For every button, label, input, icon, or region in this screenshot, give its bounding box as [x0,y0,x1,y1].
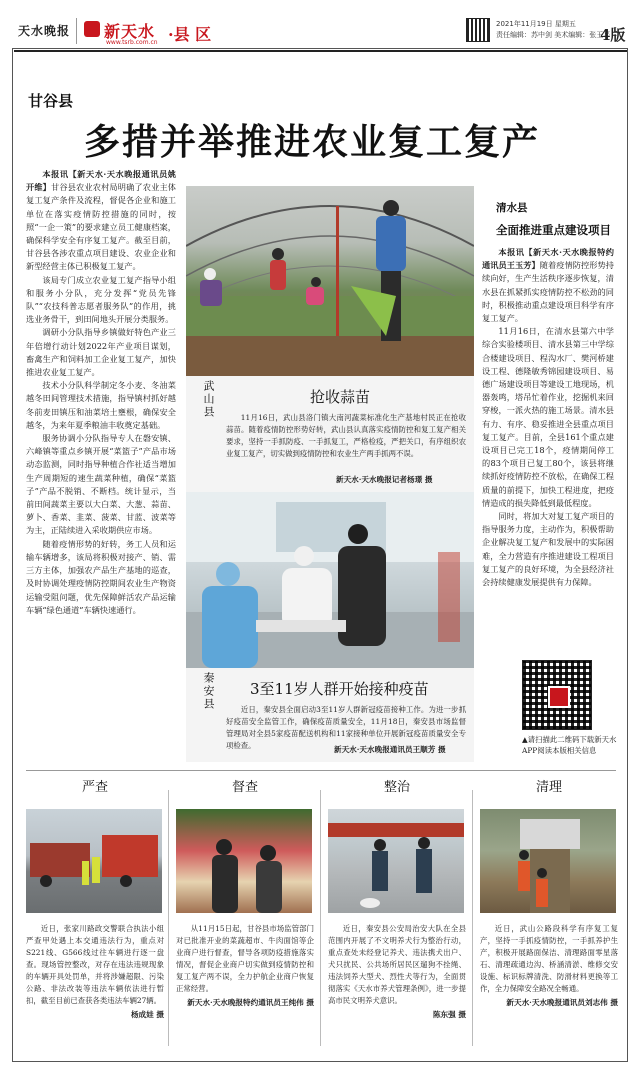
truck-checkpoint-scene [26,809,162,913]
bottom-story-byline: 杨成娃 摄 [130,1010,164,1019]
market-inspection-scene [176,809,312,913]
qr-promo-text: ▲请扫描此二维码下载新天水APP阅读本版相关信息 [522,735,617,755]
bottom-story-text: 近日，张家川路政交警联合执法小组严查甲处遇上本交通违法行为，重点对S221线、G566线过往车辆进行逐一盘查。现场管控整改，对存在违法违规现象的车辆开具处罚单，并将涉嫌超限、污染公路、非法改装等违法车辆依法进行暂扣，截至目前已查获各类违法车辆27辆。 [26,924,164,1005]
bottom-story-photo [328,809,464,913]
photo-2-location: 秦安县 [202,672,215,711]
bottom-story-text: 近日，武山公路段科学有序复工复产，坚持一手抓疫情防控，一手抓养护生产，积极开展路面保洁、清理路面零星落石、清理疏通边沟、桥涵清淤、维修交安设施、标识标牌清洗、防滑材料更换等工作，全力保障安全路况全畅通。 [480,924,618,993]
bottom-story-text: 从11月15日起，甘谷县市场监管部门对已批准开业的菜蔬超市、牛肉面馆等企业商户进行督查，督导各项防疫措施落实情况，督促企业商户切实做到疫情防控和复工复产两不误，全力护航企业商户恢复正常经营。 [176,924,314,993]
section-divider [26,770,616,771]
photo-1-text: 11月16日，武山县洛门镇大南河蔬菜标准化生产基地村民正在抢收蒜苗。随着疫情防控形势好转，武山县认真落实疫情防控和复工复产相关要求，坚持一手抓防疫、一手抓复工，严格检疫，严把关口，有序组织农业复工复产，切实做到疫情防控和农业生产两手抓两不误。 [226,413,466,458]
story-lead-source: 本报讯【新天水·天水晚报通讯员姚开维】 [26,169,176,193]
bottom-story-byline: 陈东强 摄 [432,1010,466,1019]
side-story-lead-source: 本报讯【新天水·天水晚报特约通讯员王玉芳】 [482,247,614,271]
story-county: 甘谷县 [28,92,74,110]
masthead-meta [496,19,610,41]
side-story-county: 清水县 [496,202,528,214]
column-divider [472,790,473,1046]
bottom-story-photo [26,809,162,913]
masthead-qr-icon [466,18,490,42]
column-divider [168,790,169,1046]
date-line: 2021年11月19日 星期五 [496,20,576,28]
bottom-story-title: 清理 [535,780,562,795]
bottom-story-title: 督查 [231,780,258,795]
bottom-story-4 [480,776,618,1008]
section-name: ·县 区 [168,25,212,44]
bottom-story-title: 整治 [383,780,410,795]
masthead-divider [76,18,77,44]
story-paragraph: 服务协调小分队指导专人在磐安镇、六峰镇等重点乡镇开展“菜篮子”产品市场动态监测，同时指导种植合作社适当增加生产周期短的速生蔬菜种植，确保“菜篮子”产品不脱销、不断档。统计显示，当前田间蔬菜主要以大白菜、大葱、蒜苗、萝卜、香菜、韭菜、菠菜、甘蓝、波菜等为主，正陆续进入采收期供应市场。 [26,433,176,536]
editors-line: 责任编辑：苏中剑 美术编辑：张玉平 [496,31,611,39]
bottom-story-byline: 新天水·天水晚报特约通讯员王纯伟 摄 [187,998,314,1007]
story-paragraph: 该局专门成立农业复工复产指导小组和服务小分队，充分发挥“党员先锋队”“农技科普志愿者服务队”的作用，挑选业务骨干，到田间地头开展分类服务。 [26,274,176,325]
bottom-story-photo [176,809,312,913]
column-divider [320,790,321,1046]
story-paragraph: 随着疫情形势的好转，务工人员和运输车辆增多，该局将积极对接产、销、需三方主体，加强农产品生产基地的巡查，及时协调处理疫情防控期间农业生产物资运输受阻问题，优先保障鲜活农产品运输车辆“绿色通道”车辆快速通行。 [26,538,176,615]
photo-2-byline: 新天水·天水晚报通讯员王顺芳 摄 [334,745,446,754]
story-headline: 多措并举推进农业复工复产 [84,121,541,163]
bottom-story-3 [328,776,466,1020]
greenhouse-scene [186,186,474,376]
bottom-story-text: 近日，秦安县公安局治安大队在全县范围内开展了不文明养犬行为整治行动，重点查处未经登记养犬、违法携犬出户、犬只扰民、公共场所居民区遛狗不拴绳、违法饲养大型犬、烈性犬等行为，全面贯彻落实《天水市养犬管理条例》，进一步提高市民文明养犬意识。 [328,924,466,1005]
brand-name: 新天水 [104,22,156,41]
brand-url: www.tsrb.com.cn [106,39,158,46]
side-story-body [482,246,614,589]
story-paragraph: 调研小分队指导乡镇做好特色产业三年倍增行动计划2022年产业项目谋划，畜禽生产和饲料加工企业复工复产，加快推进农业复工复产。 [26,327,176,378]
qr-logo-icon [548,686,570,708]
bottom-story-1 [26,776,164,1020]
dog-patrol-scene [328,809,464,913]
story-body [26,168,176,617]
bottom-story-byline: 新天水·天水晚报通讯员刘志伟 摄 [506,998,618,1007]
clinic-scene [186,492,474,668]
photo-1-title: 抢收蒜苗 [310,388,371,406]
side-story-title: 全面推进重点建设项目 [496,223,611,237]
side-story-paragraph: 同时，将加大对复工复产项目的指导服务力度，主动作为，积极帮助企业解决复工复产和发展中的实际困难，全力营造有序推进建设工程项目复工复产的良好环境，为全县经济社会持续健康发展提供有力保障。 [482,511,614,588]
photo-2-text: 近日，秦安县全面启动3至11岁人群新冠疫苗接种工作。为进一步抓好疫苗安全监管工作，确保疫苗质量安全，11月18日，秦安县市场监督管理局对全县5家疫苗配送机构和11家接种单位开展新冠疫苗质量安全专项检查。 [226,705,466,750]
side-story-paragraph: 11月16日，在清水县第六中学综合实验楼项目、清水县第三中学综合楼建设项目、程沟水厂、樊河桥建设工程、德隆敏秀锦园建设项目、易德广场建设项目等建设工地现场，机器轰鸣，塔吊忙着作业，挖掘机来回穿梭，一派火热的施工场景。清水县有力、有序、稳妥推进全县重点项目复工复产。目前，全县161个重点建设项目已完工18个，疫情期间停工的83个项目已复工80个，该县将继续抓好疫情防控不放松，在确保工程质量的前提下，加快工程进度，把疫情造成的损失降低到最低程度。 [482,326,614,508]
garlic-harvest-photo [186,186,474,376]
photo-1-location: 武山县 [202,380,215,419]
bottom-story-title: 严查 [81,780,108,795]
paper-name: 天水晚报 [18,24,71,38]
page-number: 4版 [600,26,626,44]
story-paragraph: 技术小分队科学制定冬小麦、冬油菜越冬田间管理技术措施，指导镇村抓好越冬前麦田镇压和油菜培土壅根，确保安全越冬，为来年夏季粮油丰收奠定基础。 [26,380,176,430]
bottom-story-photo [480,809,616,913]
side-story-paragraph: 本报讯【新天水·天水晚报特约通讯员王玉芳】随着疫情防控形势持续向好，生产生活秩序逐步恢复，清水县在抓紧抓实疫情防控不松劲的同时，积极推动重点建设项目科学有序复工复产。 [482,247,614,324]
bottom-story-2 [176,776,314,1008]
vaccination-photo [186,492,474,668]
photo-1-byline: 新天水·天水晚报记者杨璟 摄 [336,475,433,484]
story-paragraph: 本报讯【新天水·天水晚报通讯员姚开维】甘谷县农业农村局明确了农业主体复工复产条件及流程，督促各企业和施工单位在落实疫情防控措施的同时，按照“一企一策”的要求建立员工健康档案，确保科学安全有序复工复产。截至目前，甘谷县各涉农重点项目建设、农业企业和新型经营主体已积极复工复产。 [26,169,176,272]
brand-logo-icon [84,21,100,37]
photo-2-title: 3至11岁人群开始接种疫苗 [250,680,429,698]
culvert-cleaning-scene [480,809,616,913]
